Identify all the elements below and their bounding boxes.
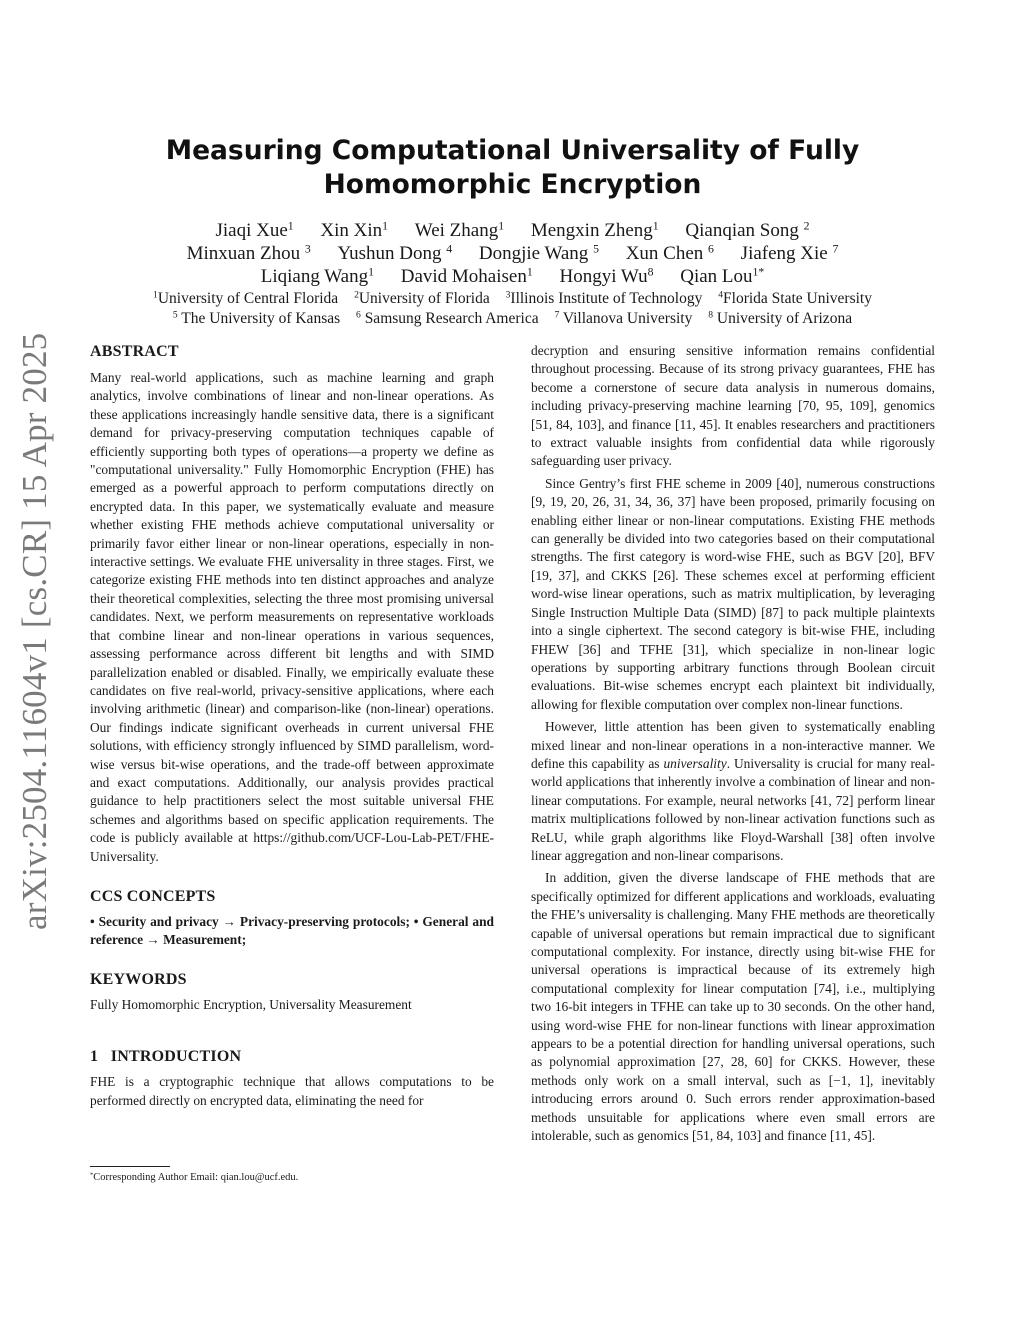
affiliation: $^6$ Samsung Research America	[356, 309, 539, 327]
intro-paragraph: FHE is a cryptographic technique that allows computations to be performed directly on encrypted data, eliminating the need for	[90, 1074, 494, 1108]
affiliation: $^4$Florida State University	[718, 289, 872, 307]
author[interactable]: Yushun Dong $^4$	[337, 242, 453, 264]
abstract-heading: ABSTRACT	[90, 343, 179, 360]
author[interactable]: Minxuan Zhou $^3$	[186, 242, 311, 264]
author[interactable]: Liqiang Wang$^1$	[260, 265, 374, 287]
keywords-heading: KEYWORDS	[90, 970, 187, 988]
author[interactable]: Qianqian Song $^2$	[685, 219, 810, 241]
affiliation: $^7$ Villanova University	[554, 309, 693, 327]
intro-paragraph: However, little attention has been given to systematically enabling mixed linear and non-linear operations in a non-interactive manner. We define this capability as universality. Universality is crucial for many real-world applications that inherently involve a combination of linear and non-linear computations. For example, neural networks [41, 72] perform linear matrix multiplications followed by non-linear activation functions such as ReLU, while graph algorithms like Floyd-Warshall [38] often involve linear aggregation and non-linear comparisons.	[531, 719, 936, 863]
arxiv-stamp: arXiv:2504.11604v1 [cs.CR] 15 Apr 2025	[15, 332, 54, 930]
abstract-text: Many real-world applications, such as machine learning and graph analytics, involve combinations of linear and non-linear operations. As these applications increasingly handle sensitive data, there is a significant demand for privacy-preserving computation techniques capable of efficiently supporting both types of operations—a property we define as "computational universality." Fully Homomorphic Encryption (FHE) has emerged as a powerful approach to perform computations directly on encrypted data. In this paper, we systematically evaluate and measure whether existing FHE methods achieve computational universality or primarily favor either linear or non-linear operations, especially in non-interactive settings. We evaluate FHE universality in three stages. First, we categorize existing FHE methods into ten distinct approaches and analyze their theoretical complexities, selecting the three most promising universal candidates. Next, we perform measurements on representative workloads that combine linear and non-linear operations in various sequences, assessing performance across different bit lengths and with SIMD parallelization enabled or disabled. Finally, we empirically evaluate these candidates on five real-world, privacy-sensitive applications, where each involving arithmetic (linear) and comparison-like (non-linear) operations. Our findings indicate significant overheads in current universal FHE solutions, with efficiency strongly influenced by SIMD parallelism, word-wise versus bit-wise operations, and the trade-off between approximate and exact computations. Additionally, our analysis provides practical guidance to help practitioners select the most suitable universal FHE schemes and algorithms based on specific application requirements. The code is publicly available at https://github.com/UCF-Lou-Lab-PET/FHE-Universality.	[90, 370, 494, 864]
author[interactable]: Jiafeng Xie $^7$	[740, 242, 839, 264]
author[interactable]: Xin Xin$^1$	[320, 219, 389, 241]
affiliation: $^5$ The University of Kansas	[172, 309, 341, 327]
author[interactable]: Xun Chen $^6$	[625, 242, 714, 264]
affiliation: $^1$University of Central Florida	[153, 289, 339, 307]
intro-paragraph: decryption and ensuring sensitive information remains confidential throughout processing. Because of its strong privacy guarantees, FHE has become a cornerstone of secure data analysis in numerous domains, including privacy-preserving machine learning [70, 95, 109], genomics [51, 84, 103], and finance [11, 45]. It enables researchers and practitioners to extract valuable insights from confidential data while rigorously safeguarding user privacy.	[531, 343, 935, 469]
affiliation-list	[90, 289, 935, 329]
affiliation: $^2$University of Florida	[354, 289, 490, 307]
ccs-text: • Security and privacy → Privacy-preserving protocols; • General and reference → Measurement;	[90, 913, 494, 948]
author-row	[90, 242, 935, 265]
section-heading-introduction: 1 INTRODUCTION	[90, 1048, 242, 1066]
author[interactable]: Jiaqi Xue$^1$	[215, 219, 294, 241]
intro-paragraph: In addition, given the diverse landscape of FHE methods that are specifically optimized for different applications and workloads, evaluating the FHE’s universality is challenging. Many FHE methods are theoretically capable of universal operations but remain impractical due to significant computational complexity. For instance, directly using bit-wise FHE for universal operations is impractical because of its extremely high computational complexity for linear computation [74], i.e., multiplying two 16-bit integers in TFHE can take up to 30 seconds. On the other hand, using word-wise FHE for non-linear functions with linear approximation appears to be a potential direction for handling universal operations, such as polynomial approximation [27, 28, 60] for CKKS. However, these methods only work on a small interval, such as [−1, 1], inevitably introducing errors around 0. Such errors render approximation-based methods unsuitable for applications where even small errors are intolerable, such as genomics [51, 84, 103] and finance [11, 45].	[531, 870, 935, 1144]
author-row	[90, 219, 935, 242]
author[interactable]: Qian Lou$^{1*}$	[680, 265, 765, 287]
affiliation: $^3$Illinois Institute of Technology	[505, 289, 703, 307]
affiliation: $^8$ University of Arizona	[708, 309, 853, 327]
author[interactable]: Wei Zhang$^1$	[414, 219, 505, 241]
affiliation-row	[90, 309, 935, 329]
keywords-text: Fully Homomorphic Encryption, Universality Measurement	[90, 996, 412, 1012]
author-row	[90, 265, 935, 288]
author[interactable]: Hongyi Wu$^8$	[559, 265, 654, 287]
intro-paragraph: Since Gentry’s first FHE scheme in 2009 [40], numerous constructions [9, 19, 20, 26, 31, 34, 36, 37] have been proposed, primarily focusing on enabling either linear or non-linear computations. Existing FHE methods can generally be divided into two categories based on their computational strengths. The first category is word-wise FHE, such as BGV [20], BFV [19, 37], and CKKS [26]. These schemes excel at performing efficient word-wise linear operations, such as matrix multiplication, by leveraging Single Instruction Multiple Data (SIMD) [87] to pack multiple plaintexts into a single ciphertext. The second category is bit-wise FHE, including FHEW [36] and TFHE [31], which specialize in non-linear logic operations by supporting arbitrary functions through Boolean circuit evaluations. Bit-wise schemes encrypt each plaintext bit individually, allowing for flexible computation over complex non-linear functions.	[531, 475, 935, 712]
author[interactable]: David Mohaisen$^1$	[400, 265, 533, 287]
ccs-heading: CCS CONCEPTS	[90, 887, 216, 905]
left-column	[90, 342, 494, 1110]
paper-title: Measuring Computational Universality of Fully Homomorphic Encryption	[165, 135, 860, 200]
author[interactable]: Dongjie Wang $^5$	[478, 242, 599, 264]
footnote: *Corresponding Author Email: qian.lou@ucf.edu.	[90, 1171, 299, 1183]
right-column	[531, 342, 935, 1145]
footnote-rule	[90, 1166, 170, 1167]
author[interactable]: Mengxin Zheng$^1$	[530, 219, 659, 241]
affiliation-row	[90, 289, 935, 309]
universality-term: universality	[663, 755, 727, 771]
author-list	[90, 219, 935, 288]
